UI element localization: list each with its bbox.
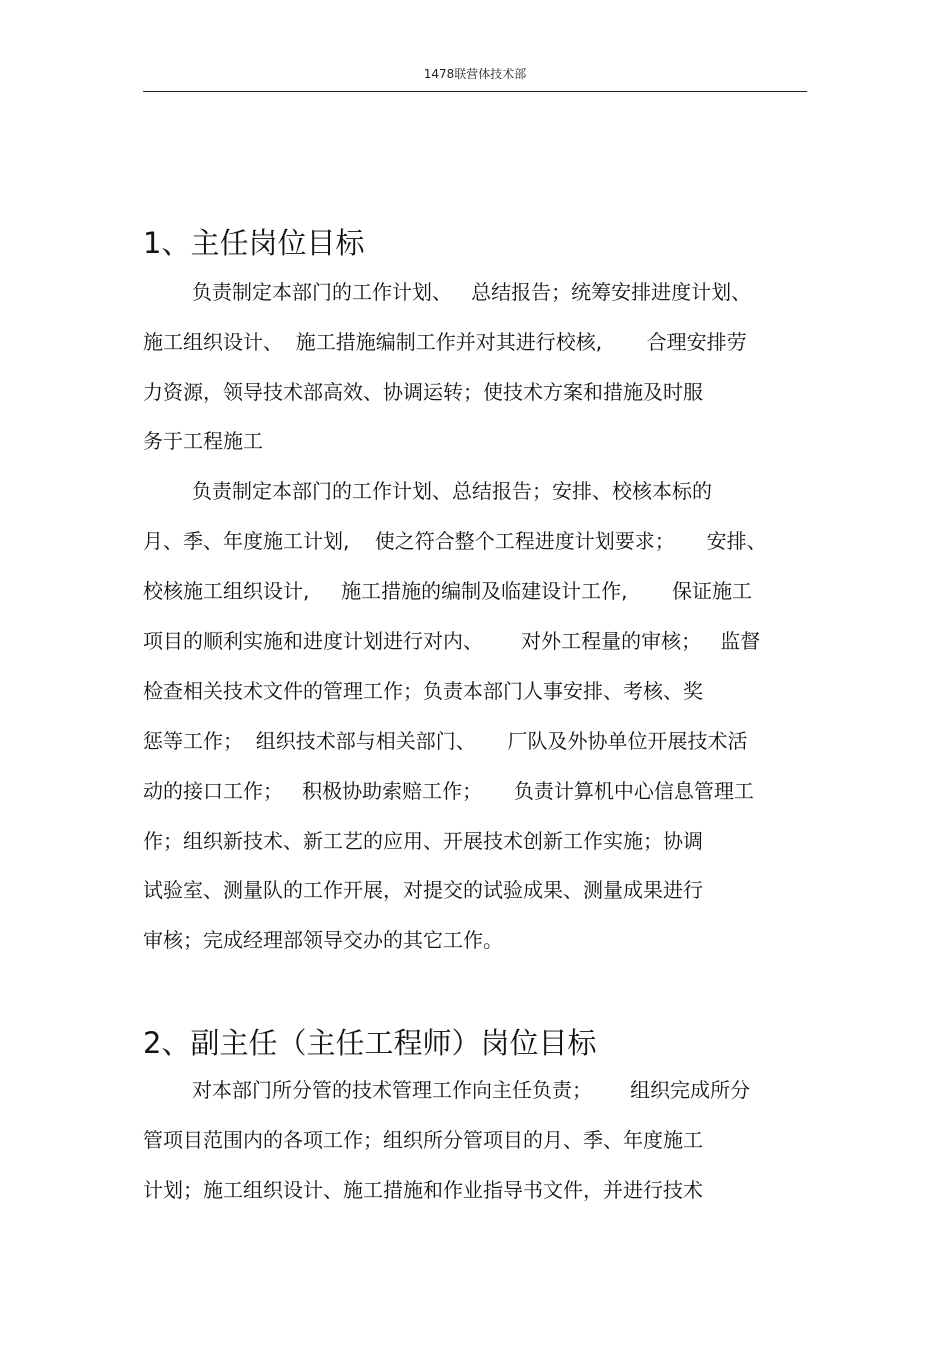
section-2-heading: 2、副主任（主任工程师）岗位目标 [143, 1026, 597, 1060]
section-2-line: 管项目范围内的各项工作；组织所分管项目的月、季、年度施工 [143, 1128, 703, 1152]
section-1-line: 施工组织设计、 施工措施编制工作并对其进行校核, 合理安排劳 [143, 330, 747, 354]
section-1-line: 校核施工组织设计, 施工措施的编制及临建设计工作, 保证施工 [143, 579, 753, 603]
section-1-line: 审核；完成经理部领导交办的其它工作。 [143, 928, 503, 952]
section-1-heading: 1、主任岗位目标 [143, 226, 365, 260]
section-1-line: 试验室、测量队的工作开展，对提交的试验成果、测量成果进行 [143, 878, 703, 902]
section-2-line: 计划；施工组织设计、施工措施和作业指导书文件，并进行技术 [143, 1178, 703, 1202]
section-2-line: 对本部门所分管的技术管理工作向主任负责； 组织完成所分 [192, 1078, 751, 1102]
section-1-line: 动的接口工作； 积极协助索赔工作； 负责计算机中心信息管理工 [143, 779, 754, 803]
header-divider [143, 91, 807, 92]
section-1-line: 负责制定本部门的工作计划、 总结报告；统筹安排进度计划、 [192, 280, 752, 304]
section-1-line: 力资源，领导技术部高效、协调运转；使技术方案和措施及时服 [143, 380, 703, 404]
section-1-line: 作；组织新技术、新工艺的应用、开展技术创新工作实施；协调 [143, 829, 703, 853]
section-1-line: 检查相关技术文件的管理工作；负责本部门人事安排、考核、奖 [143, 679, 703, 703]
section-1-line: 惩等工作； 组织技术部与相关部门、 厂队及外协单位开展技术活 [143, 729, 748, 753]
section-1-line: 务于工程施工 [143, 429, 263, 453]
section-1-line: 月、季、年度施工计划, 使之符合整个工程进度计划要求； 安排、 [143, 529, 767, 553]
section-1-line: 项目的顺利实施和进度计划进行对内、 对外工程量的审核； 监督 [143, 629, 761, 653]
header-title: 1478联营体技术部 [423, 67, 527, 81]
section-1-line: 负责制定本部门的工作计划、总结报告；安排、校核本标的 [192, 479, 712, 503]
